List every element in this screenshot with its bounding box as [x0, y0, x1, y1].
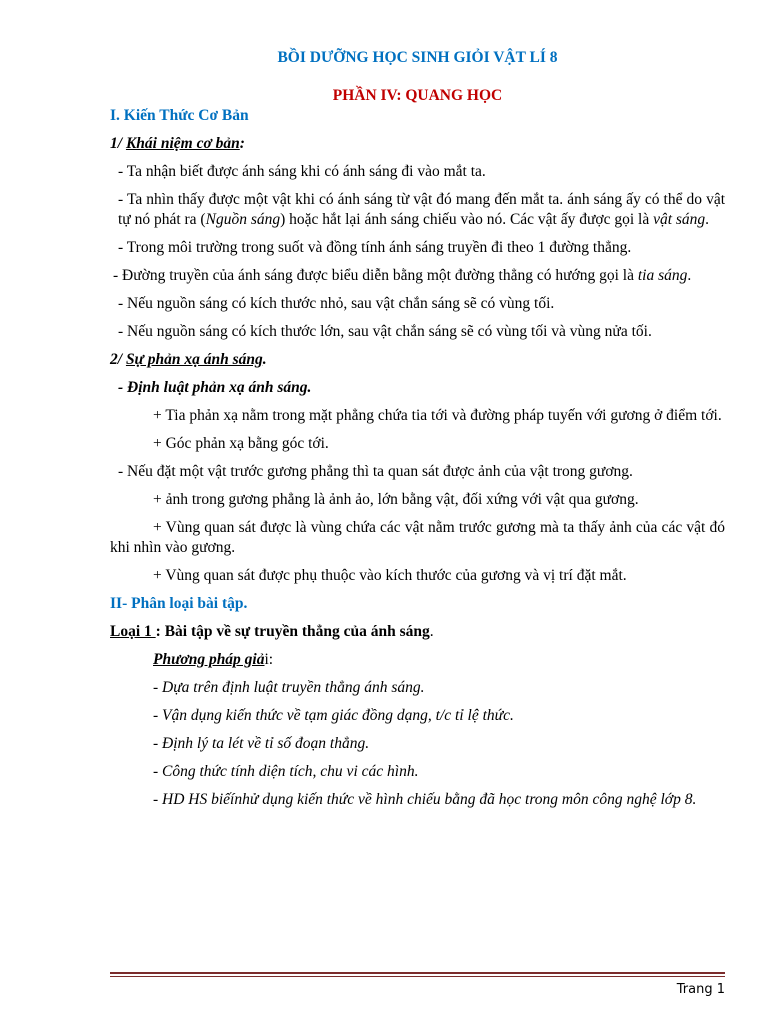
sub1-heading: [110, 134, 725, 154]
method-item-4: - Công thức tính diện tích, chu vi các hình.: [153, 763, 419, 780]
footer-rule: [110, 972, 725, 974]
method-item-3: - Định lý ta lét về tỉ số đoạn thẳng.: [153, 735, 370, 752]
para-4: [110, 266, 725, 286]
document-title: BỒI DƯỠNG HỌC SINH GIỎI VẬT LÍ 8: [277, 49, 558, 66]
sub1-number: 1/: [110, 135, 126, 152]
law-heading: - Định luật phản xạ ánh sáng.: [118, 379, 312, 396]
mirror-item-1: + ảnh trong gương phẳng là ảnh ảo, lớn bằng vật, đối xứng với vật qua gương.: [153, 491, 639, 508]
document-subtitle: PHẦN IV: QUANG HỌC: [332, 87, 503, 104]
mirror-item-3: + Vùng quan sát được phụ thuộc vào kích thước của gương và vị trí đặt mắt.: [153, 567, 627, 584]
para-6: - Nếu nguồn sáng có kích thước lớn, sau vật chắn sáng sẽ có vùng tối và vùng nửa tối.: [118, 323, 652, 340]
footer-rule-thin: [110, 976, 725, 977]
sub2-heading: [110, 350, 725, 370]
para-4-c: .: [687, 267, 692, 284]
para-2-term-vat-sang: vật sáng: [653, 211, 706, 228]
sub2-number: 2/: [110, 351, 126, 368]
para-2: [110, 190, 725, 230]
method-label: Phương pháp giả: [153, 651, 265, 668]
sub2-dot: .: [262, 351, 267, 368]
method-heading: [110, 650, 725, 670]
para-4-term-tia-sang: tia sáng: [637, 267, 688, 284]
mirror-item-2: + Vùng quan sát được là vùng chứa các vật nằm trước gương mà ta thấy ảnh của các vật đó khi nhìn vào gương.: [110, 519, 725, 556]
para-4-a: - Đường truyền của ánh sáng được biểu diễn bằng một đường thẳng có hướng gọi là: [113, 267, 638, 284]
law-item-2: + Góc phản xạ bằng góc tới.: [153, 435, 329, 452]
mirror-para: - Nếu đặt một vật trước gương phẳng thì ta quan sát được ảnh của vật trong gương.: [118, 463, 633, 480]
method-tail: i:: [264, 651, 274, 668]
sub1-colon: :: [239, 135, 245, 152]
method-item-5: - HD HS biếínhử dụng kiến thức về hình chiếu bằng đã học trong môn công nghệ lớp 8.: [153, 791, 697, 808]
type1-text: : Bài tập về sự truyền thẳng của ánh sáng: [155, 623, 430, 640]
para-5: - Nếu nguồn sáng có kích thước nhỏ, sau vật chắn sáng sẽ có vùng tối.: [118, 295, 555, 312]
section2-heading: II- Phân loại bài tập.: [110, 595, 248, 612]
para-2-term-nguon-sang: Nguồn sáng: [205, 211, 281, 228]
para-1: - Ta nhận biết được ánh sáng khi có ánh sáng đi vào mắt ta.: [118, 163, 486, 180]
section1-heading: I. Kiến Thức Cơ Bản: [110, 107, 249, 124]
type1-label: Loại 1: [110, 623, 156, 640]
page-number: Trang 1: [676, 982, 725, 997]
para-3: - Trong môi trường trong suốt và đồng tính ánh sáng truyền đi theo 1 đường thẳng.: [118, 239, 632, 256]
type1-dot: .: [429, 623, 434, 640]
method-item-2: - Vận dụng kiến thức về tạm giác đồng dạng, t/c tỉ lệ thức.: [153, 707, 514, 724]
sub2-title: Sự phản xạ ánh sáng: [125, 351, 263, 368]
sub1-title: Khái niệm cơ bản: [125, 135, 240, 152]
document-body: [110, 48, 725, 810]
method-item-1: - Dựa trên định luật truyền thẳng ánh sáng.: [153, 679, 425, 696]
type1-heading: [110, 622, 725, 642]
law-item-1: + Tia phản xạ nằm trong mặt phẳng chứa tia tới và đường pháp tuyến với gương ở điểm tới.: [153, 407, 722, 424]
para-2-a: - Ta nhìn thấy được một vật khi có ánh sáng từ vật đó mang đến mắt ta. ánh sáng ấy có thể do vật tự nó phát ra (: [118, 191, 725, 228]
para-2-c: ) hoặc hắt lại ánh sáng chiếu vào nó. Các vật ấy được gọi là: [280, 211, 654, 228]
para-2-e: .: [705, 211, 710, 228]
